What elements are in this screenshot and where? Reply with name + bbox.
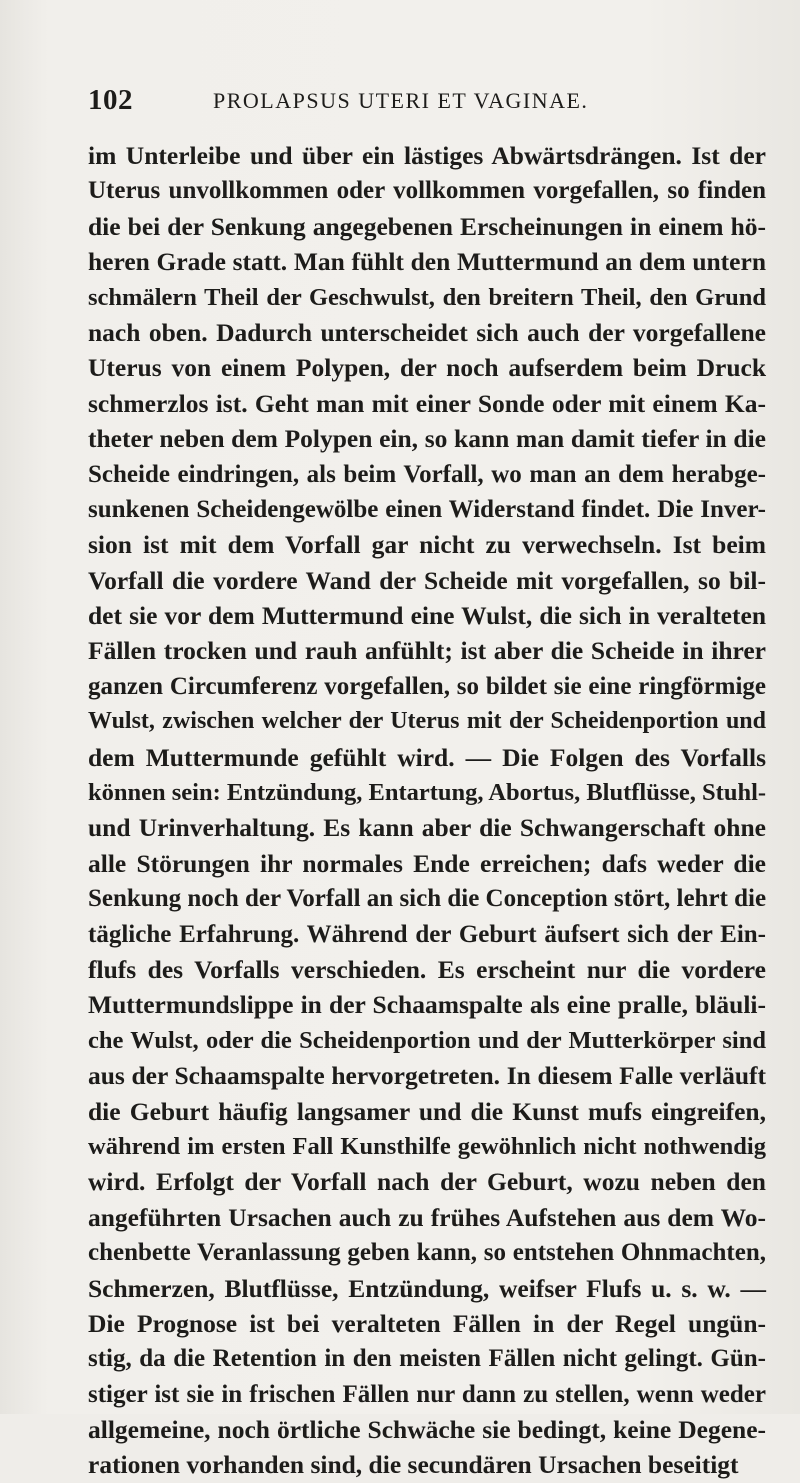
text-line: det sie vor dem Muttermund eine Wulst, die sich in veralteten <box>88 601 766 631</box>
text-line: Senkung noch der Vorfall an sich die Conception stört, lehrt die <box>88 885 767 913</box>
text-line: tägliche Erfahrung. Während der Geburt äufsert sich der Ein- <box>88 920 766 948</box>
text-line: Muttermundslippe in der Schaamspalte als eine pralle, bläuli- <box>88 990 766 1020</box>
text-line: Scheide eindringen, als beim Vorfall, wo man an dem herabge- <box>88 460 766 488</box>
text-line: sion ist mit dem Vorfall gar nicht zu verwechseln. Ist beim <box>88 530 766 560</box>
text-line: allgemeine, noch örtliche Schwäche sie bedingt, keine Degene- <box>88 1415 766 1445</box>
text-line: Fällen trocken und rauh anfühlt; ist aber die Scheide in ihrer <box>88 636 766 666</box>
text-line: ganzen Circumferenz vorgefallen, so bildet sie eine ringförmige <box>88 672 766 700</box>
text-line: Schmerzen, Blutflüsse, Entzündung, weifser Flufs u. s. w. — <box>88 1273 766 1303</box>
text-line: schmerzlos ist. Geht man mit einer Sonde oder mit einem Ka- <box>88 388 766 418</box>
page-number: 102 <box>88 84 133 116</box>
text-line: Wulst, zwischen welcher der Uterus mit der Scheidenportion und <box>88 708 766 735</box>
text-line: Die Prognose ist bei veralteten Fällen in der Regel ungün- <box>88 1308 766 1338</box>
text-line: angeführten Ursachen auch zu frühes Aufstehen aus dem Wo- <box>88 1202 766 1232</box>
text-line: während im ersten Fall Kunsthilfe gewöhnlich nicht nothwendig <box>88 1132 766 1160</box>
text-line: Uterus unvollkommen oder vollkommen vorgefallen, so finden <box>88 177 766 205</box>
text-line: theter neben dem Polypen ein, so kann man damit tiefer in die <box>88 424 766 454</box>
text-line: sunkenen Scheidengewölbe einen Widerstand findet. Die Inver- <box>88 495 766 523</box>
text-line: heren Grade statt. Man fühlt den Muttermund an dem untern <box>88 247 766 277</box>
text-line: flufs des Vorfalls verschieden. Es erscheint nur die vordere <box>88 954 766 984</box>
text-line: die bei der Senkung angegebenen Erscheinungen in einem hö- <box>88 211 766 241</box>
text-line: können sein: Entzündung, Entartung, Abortus, Blutflüsse, Stuhl- <box>88 779 767 807</box>
text-line: dem Muttermunde gefühlt wird. — Die Folgen des Vorfalls <box>88 742 766 772</box>
text-line: nach oben. Dadurch unterscheidet sich auch der vorgefallene <box>88 317 766 347</box>
page-header <box>88 84 728 124</box>
text-line: stig, da die Retention in den meisten Fällen nicht gelingt. Gün- <box>88 1345 766 1373</box>
text-line: und Urinverhaltung. Es kann aber die Schwangerschaft ohne <box>88 813 766 843</box>
text-line: Uterus von einem Polypen, der noch aufserdem beim Druck <box>88 353 766 383</box>
text-line: che Wulst, oder die Scheidenportion und der Mutterkörper sind <box>88 1026 766 1054</box>
text-line: schmälern Theil der Geschwulst, den breitern Theil, den Grund <box>88 283 766 311</box>
body-text <box>88 138 766 1483</box>
text-line: wird. Erfolgt der Vorfall nach der Geburt, wozu neben den <box>88 1167 766 1197</box>
text-line: die Geburt häufig langsamer und die Kunst mufs eingreifen, <box>88 1096 766 1126</box>
running-head: PROLAPSUS UTERI ET VAGINAE. <box>213 88 589 113</box>
text-line: Vorfall die vordere Wand der Scheide mit vorgefallen, so bil- <box>88 565 766 595</box>
text-line: aus der Schaamspalte hervorgetreten. In diesem Falle verläuft <box>88 1061 766 1091</box>
text-line: rationen vorhanden sind, die secundären Ursachen beseitigt <box>88 1450 739 1480</box>
text-line: alle Störungen ihr normales Ende erreichen; dafs weder die <box>88 848 766 878</box>
text-line: im Unterleibe und über ein lästiges Abwärtsdrängen. Ist der <box>88 141 766 170</box>
text-line: stiger ist sie in frischen Fällen nur dann zu stellen, wenn weder <box>88 1380 766 1408</box>
text-line: chenbette Veranlassung geben kann, so entstehen Ohnmachten, <box>88 1239 766 1267</box>
